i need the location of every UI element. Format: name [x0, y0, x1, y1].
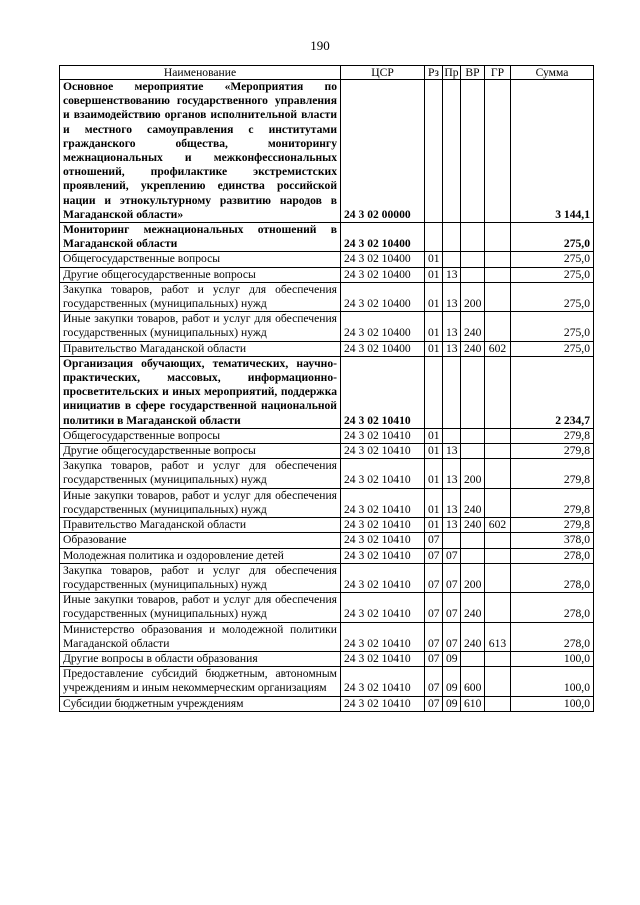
- cell-vr: [461, 651, 485, 666]
- cell-gr: [485, 488, 511, 517]
- cell-csr: 24 3 02 10410: [341, 651, 425, 666]
- cell-rz: 07: [425, 593, 443, 622]
- cell-rz: 07: [425, 651, 443, 666]
- cell-pr: 13: [443, 488, 461, 517]
- cell-vr: [461, 356, 485, 428]
- cell-sum: 278,0: [511, 622, 594, 651]
- cell-csr: 24 3 02 10410: [341, 356, 425, 428]
- cell-vr: 240: [461, 593, 485, 622]
- cell-sum: 100,0: [511, 696, 594, 711]
- table-row: [60, 622, 594, 651]
- cell-sum: 279,8: [511, 459, 594, 488]
- cell-csr: 24 3 02 10410: [341, 667, 425, 696]
- cell-name: Другие общегосударственные вопросы: [60, 444, 341, 459]
- cell-sum: 275,0: [511, 267, 594, 282]
- cell-pr: 13: [443, 444, 461, 459]
- header-vr: ВР: [461, 66, 485, 80]
- header-gr: ГР: [485, 66, 511, 80]
- table-row: [60, 518, 594, 533]
- cell-sum: 378,0: [511, 533, 594, 548]
- budget-table: [59, 65, 594, 712]
- table-row: [60, 593, 594, 622]
- cell-gr: [485, 696, 511, 711]
- cell-gr: [485, 356, 511, 428]
- cell-vr: 240: [461, 341, 485, 356]
- cell-pr: 09: [443, 696, 461, 711]
- cell-csr: 24 3 02 10410: [341, 622, 425, 651]
- cell-rz: 07: [425, 533, 443, 548]
- cell-pr: 07: [443, 593, 461, 622]
- cell-pr: [443, 533, 461, 548]
- cell-sum: 279,8: [511, 488, 594, 517]
- cell-csr: 24 3 02 10410: [341, 428, 425, 443]
- cell-gr: [485, 444, 511, 459]
- cell-gr: [485, 548, 511, 563]
- cell-name: Субсидии бюджетным учреждениям: [60, 696, 341, 711]
- table-row: [60, 252, 594, 267]
- cell-pr: 09: [443, 651, 461, 666]
- cell-name: Молодежная политика и оздоровление детей: [60, 548, 341, 563]
- cell-csr: 24 3 02 00000: [341, 80, 425, 223]
- cell-csr: 24 3 02 10400: [341, 341, 425, 356]
- table-header-row: [60, 66, 594, 80]
- cell-sum: 2 234,7: [511, 356, 594, 428]
- cell-vr: [461, 548, 485, 563]
- cell-sum: 279,8: [511, 518, 594, 533]
- cell-vr: 240: [461, 518, 485, 533]
- cell-vr: 610: [461, 696, 485, 711]
- cell-gr: [485, 80, 511, 223]
- table-row: [60, 651, 594, 666]
- cell-name: Общегосударственные вопросы: [60, 252, 341, 267]
- cell-rz: 07: [425, 667, 443, 696]
- page-number: 190: [310, 38, 330, 53]
- cell-name: Предоставление субсидий бюджетным, автономным учреждениям и иным некоммерческим организациям: [60, 667, 341, 696]
- cell-gr: [485, 533, 511, 548]
- cell-gr: [485, 267, 511, 282]
- cell-rz: 01: [425, 312, 443, 341]
- cell-vr: [461, 428, 485, 443]
- cell-pr: 13: [443, 312, 461, 341]
- table-row: [60, 667, 594, 696]
- cell-csr: 24 3 02 10410: [341, 533, 425, 548]
- cell-csr: 24 3 02 10410: [341, 459, 425, 488]
- cell-rz: [425, 80, 443, 223]
- table-row: [60, 696, 594, 711]
- table-row: [60, 488, 594, 517]
- table-row: [60, 459, 594, 488]
- cell-gr: [485, 459, 511, 488]
- cell-pr: 07: [443, 563, 461, 592]
- cell-name: Закупка товаров, работ и услуг для обеспечения государственных (муниципальных) нужд: [60, 282, 341, 311]
- cell-sum: 275,0: [511, 341, 594, 356]
- cell-pr: 13: [443, 341, 461, 356]
- cell-pr: [443, 428, 461, 443]
- cell-csr: 24 3 02 10410: [341, 563, 425, 592]
- cell-rz: 01: [425, 252, 443, 267]
- table-body: [60, 80, 594, 712]
- cell-rz: 01: [425, 341, 443, 356]
- cell-csr: 24 3 02 10400: [341, 252, 425, 267]
- cell-pr: [443, 80, 461, 223]
- cell-pr: 09: [443, 667, 461, 696]
- cell-gr: [485, 563, 511, 592]
- cell-csr: 24 3 02 10400: [341, 223, 425, 252]
- cell-vr: 200: [461, 459, 485, 488]
- table-row: [60, 312, 594, 341]
- cell-csr: 24 3 02 10410: [341, 593, 425, 622]
- cell-rz: [425, 223, 443, 252]
- table-row: [60, 548, 594, 563]
- cell-pr: 07: [443, 622, 461, 651]
- cell-gr: [485, 223, 511, 252]
- cell-vr: 200: [461, 282, 485, 311]
- cell-pr: 13: [443, 267, 461, 282]
- cell-sum: 3 144,1: [511, 80, 594, 223]
- cell-csr: 24 3 02 10400: [341, 267, 425, 282]
- cell-vr: 600: [461, 667, 485, 696]
- cell-name: Образование: [60, 533, 341, 548]
- cell-pr: 13: [443, 518, 461, 533]
- cell-gr: [485, 593, 511, 622]
- header-pr: Пр: [444, 66, 459, 79]
- cell-name: Правительство Магаданской области: [60, 518, 341, 533]
- header-rz: Рз: [425, 66, 443, 80]
- cell-pr: 13: [443, 459, 461, 488]
- cell-rz: 01: [425, 282, 443, 311]
- cell-name: Закупка товаров, работ и услуг для обеспечения государственных (муниципальных) нужд: [60, 459, 341, 488]
- cell-rz: 01: [425, 267, 443, 282]
- header-name: Наименование: [60, 66, 341, 80]
- table-row: [60, 267, 594, 282]
- cell-rz: 01: [425, 428, 443, 443]
- cell-rz: 07: [425, 548, 443, 563]
- cell-gr: [485, 252, 511, 267]
- cell-name: Иные закупки товаров, работ и услуг для обеспечения государственных (муниципальных) нужд: [60, 312, 341, 341]
- cell-name: Мониторинг межнациональных отношений в Магаданской области: [60, 223, 341, 252]
- cell-gr: [485, 667, 511, 696]
- cell-rz: 01: [425, 444, 443, 459]
- cell-vr: [461, 267, 485, 282]
- cell-sum: 100,0: [511, 667, 594, 696]
- cell-gr: [485, 428, 511, 443]
- cell-sum: 278,0: [511, 563, 594, 592]
- cell-gr: 602: [485, 341, 511, 356]
- cell-vr: [461, 252, 485, 267]
- cell-vr: 240: [461, 622, 485, 651]
- header-sum: Сумма: [511, 66, 594, 80]
- cell-name: Основное мероприятие «Мероприятия по совершенствованию государственного управления и взаимодействию органов исполнительной власти и местного самоуправления с институтами гражданского общества, мониторингу межнациональных и межконфессиональных отношений, профилактике экстремистских проявлений, укреплению единства российской нации и этнокультурному развитию народов в Магаданской области»: [60, 80, 341, 223]
- cell-gr: 613: [485, 622, 511, 651]
- cell-gr: [485, 282, 511, 311]
- cell-rz: 01: [425, 488, 443, 517]
- cell-gr: [485, 312, 511, 341]
- cell-vr: 240: [461, 488, 485, 517]
- cell-sum: 278,0: [511, 548, 594, 563]
- cell-vr: [461, 444, 485, 459]
- cell-name: Иные закупки товаров, работ и услуг для обеспечения государственных (муниципальных) нужд: [60, 593, 341, 622]
- cell-pr: [443, 223, 461, 252]
- cell-vr: [461, 80, 485, 223]
- cell-name: Другие вопросы в области образования: [60, 651, 341, 666]
- cell-vr: [461, 223, 485, 252]
- cell-pr: [443, 356, 461, 428]
- cell-csr: 24 3 02 10410: [341, 518, 425, 533]
- cell-name: Закупка товаров, работ и услуг для обеспечения государственных (муниципальных) нужд: [60, 563, 341, 592]
- cell-rz: 01: [425, 518, 443, 533]
- table-row: [60, 341, 594, 356]
- cell-csr: 24 3 02 10410: [341, 488, 425, 517]
- cell-csr: 24 3 02 10400: [341, 312, 425, 341]
- cell-rz: 01: [425, 459, 443, 488]
- cell-name: Правительство Магаданской области: [60, 341, 341, 356]
- cell-pr: 07: [443, 548, 461, 563]
- cell-vr: 200: [461, 563, 485, 592]
- table-row: [60, 223, 594, 252]
- cell-sum: 278,0: [511, 593, 594, 622]
- cell-sum: 100,0: [511, 651, 594, 666]
- cell-sum: 279,8: [511, 428, 594, 443]
- cell-vr: 240: [461, 312, 485, 341]
- table-row: [60, 282, 594, 311]
- cell-csr: 24 3 02 10410: [341, 696, 425, 711]
- cell-csr: 24 3 02 10410: [341, 548, 425, 563]
- cell-pr: 13: [443, 282, 461, 311]
- table-row: [60, 428, 594, 443]
- cell-gr: 602: [485, 518, 511, 533]
- cell-sum: 279,8: [511, 444, 594, 459]
- cell-csr: 24 3 02 10400: [341, 282, 425, 311]
- cell-name: Организация обучающих, тематических, научно-практических, массовых, информационно-просветительских и иных мероприятий, поддержка инициатив в сфере государственной национальной политики в Магаданской области: [60, 356, 341, 428]
- cell-sum: 275,0: [511, 223, 594, 252]
- table-row: [60, 444, 594, 459]
- cell-pr: [443, 252, 461, 267]
- header-csr: ЦСР: [341, 66, 425, 80]
- cell-sum: 275,0: [511, 252, 594, 267]
- cell-sum: 275,0: [511, 312, 594, 341]
- cell-name: Другие общегосударственные вопросы: [60, 267, 341, 282]
- cell-sum: 275,0: [511, 282, 594, 311]
- table-row: [60, 356, 594, 428]
- cell-name: Министерство образования и молодежной политики Магаданской области: [60, 622, 341, 651]
- cell-rz: 07: [425, 563, 443, 592]
- cell-gr: [485, 651, 511, 666]
- cell-rz: [425, 356, 443, 428]
- table-row: [60, 533, 594, 548]
- cell-rz: 07: [425, 696, 443, 711]
- table-row: [60, 563, 594, 592]
- cell-rz: 07: [425, 622, 443, 651]
- cell-vr: [461, 533, 485, 548]
- table-row: [60, 80, 594, 223]
- cell-csr: 24 3 02 10410: [341, 444, 425, 459]
- cell-name: Иные закупки товаров, работ и услуг для обеспечения государственных (муниципальных) нужд: [60, 488, 341, 517]
- cell-name: Общегосударственные вопросы: [60, 428, 341, 443]
